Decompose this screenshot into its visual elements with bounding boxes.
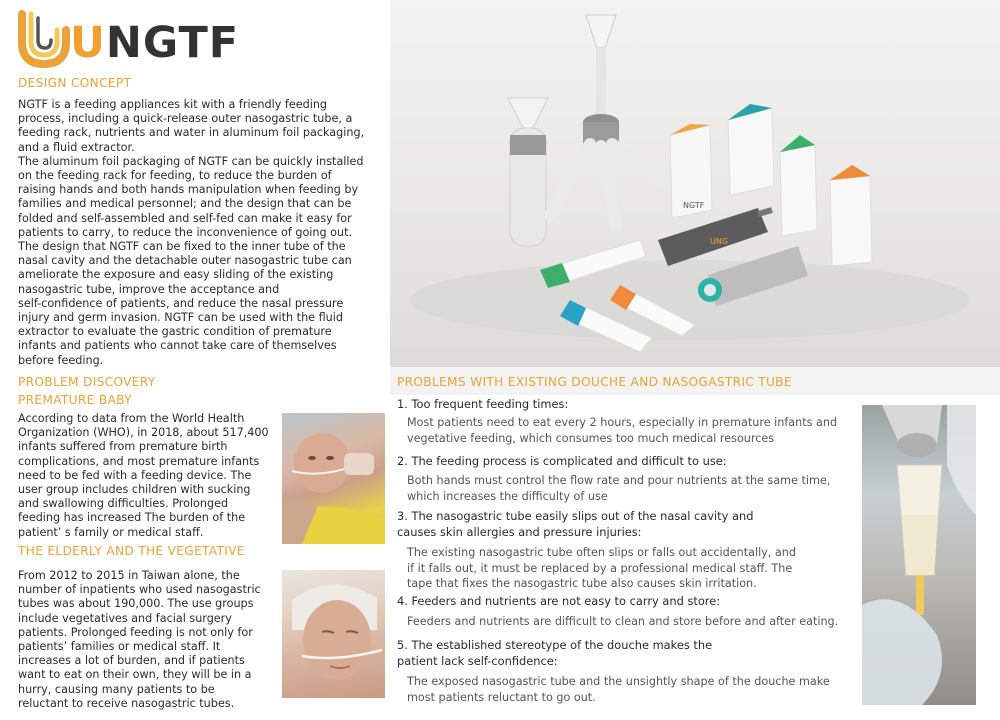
premature-baby-heading: PREMATURE BABY	[18, 393, 132, 407]
problems-heading: PROBLEMS WITH EXISTING DOUCHE AND NASOGASTRIC TUBE	[397, 375, 792, 389]
problem-item-5-text: The exposed nasogastric tube and the unsightly shape of the douche make most patients reluctant to go out.	[407, 675, 830, 704]
douche-feeding-photo	[862, 405, 976, 705]
problem-item-1-title: 1. Too frequent feeding times:	[397, 397, 569, 411]
design-concept-heading: DESIGN CONCEPT	[18, 76, 132, 90]
logo-wordmark: UNGTF	[70, 18, 240, 68]
problem-item-3-text: The existing nasogastric tube often slips or falls out accidentally, and if it falls out, it must be replaced by a professional medical staff. The tape that fixes the nasogastric tube also causes skin irritation.	[407, 546, 796, 591]
problem-item-4-title: 4. Feeders and nutrients are not easy to carry and store:	[397, 594, 721, 608]
product-render-image	[390, 0, 1000, 367]
problem-item-5-title: 5. The established stereotype of the douche makes the patient lack self-confidence:	[397, 638, 713, 668]
elderly-text: From 2012 to 2015 in Taiwan alone, the number of inpatients who used nasogastric tubes was about 190,000. The use groups include vegetatives and facial surgery patients. Prolonged feeding is not only for patients’ families or medical staff. It increases a lot of burden, and if patients want to eat on their own, they will be in a hurry, causing many patients to be reluctant to receive nasogastric tubes.	[18, 569, 261, 710]
rack-label: UNG	[710, 237, 729, 246]
package-label: NGTF	[683, 201, 705, 210]
problem-item-1-text: Most patients need to eat every 2 hours, especially in premature infants and vegetative feeding, which consumes too much medical resources	[407, 416, 838, 445]
ngtf-logo	[14, 8, 240, 70]
problem-item-3-title: 3. The nasogastric tube easily slips out of the nasal cavity and causes skin allergies and pressure injuries:	[397, 509, 754, 539]
elderly-patient-photo	[282, 570, 385, 698]
problem-item-4-text: Feeders and nutrients are difficult to clean and store before and after eating.	[407, 615, 839, 628]
design-concept-text: NGTF is a feeding appliances kit with a friendly feeding process, including a quick-release outer nasogastric tube, a feeding rack, nutrients and water in aluminum foil packaging, and a fluid extractor. The aluminum foil packaging of NGTF can be quickly installed on the feeding rack for feeding, to reduce the burden of raising hands and both hands manipulation when feeding by families and medical personnel; and the design that can be folded and self-assembled and self-fed can make it easy for patients to carry, to reduce the inconvenience of going out. The design that NGTF can be fixed to the inner tube of the nasal cavity and the detachable outer nasogastric tube can ameliorate the exposure and easy sliding of the existing nasogastric tube, improve the acceptance and self-confidence of patients, and reduce the nasal pressure injury and germ invasion. NGTF can be used with the fluid extractor to evaluate the gastric condition of premature infants and patients who cannot take care of themselves before feeding.	[18, 98, 365, 367]
premature-baby-photo	[282, 413, 385, 544]
u-tube-logo-icon	[14, 8, 76, 70]
premature-baby-text: According to data from the World Health Organization (WHO), in 2018, about 517,400 infants suffered from premature birth complications, and most premature infants need to be fed with a feeding device. The user group includes children with sucking and swallowing difficulties. Prolonged feeding has increased The burden of the patient’ s family or medical staff.	[18, 412, 269, 539]
problem-item-2-text: Both hands must control the flow rate and pour nutrients at the same time, which increases the difficulty of use	[407, 474, 831, 503]
elderly-heading: THE ELDERLY AND THE VEGETATIVE	[18, 544, 245, 558]
problem-item-2-title: 2. The feeding process is complicated and difficult to use:	[397, 454, 727, 468]
problem-discovery-heading: PROBLEM DISCOVERY	[18, 375, 156, 389]
